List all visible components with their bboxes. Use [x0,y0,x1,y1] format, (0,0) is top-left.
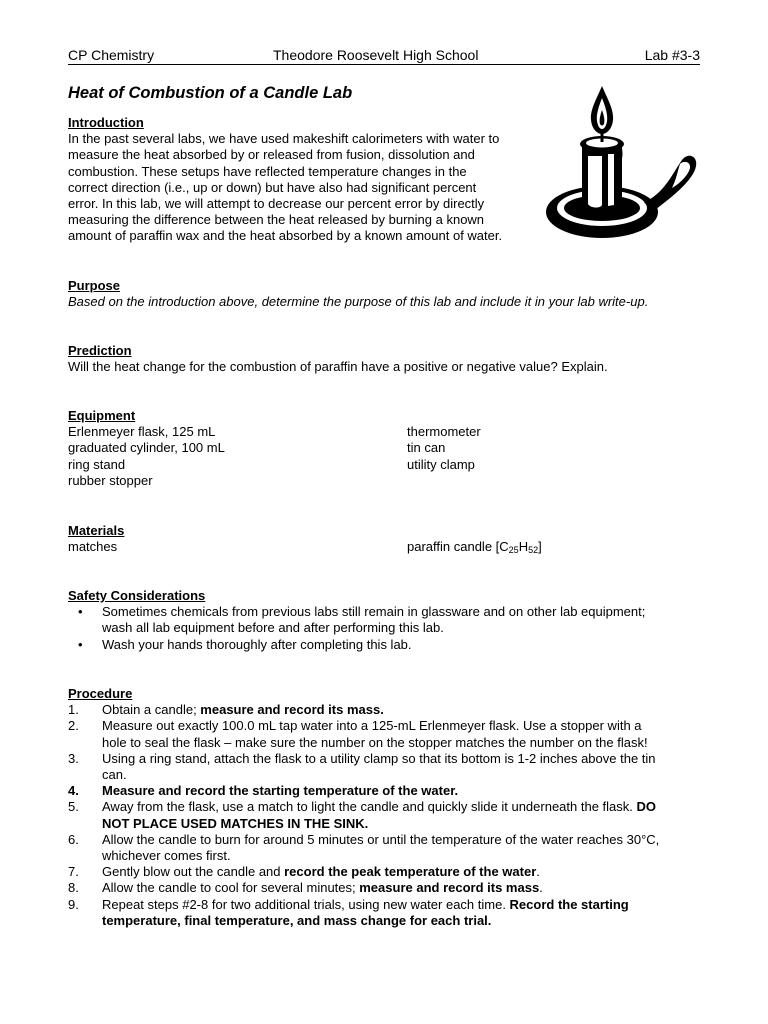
introduction-line: error. In this lab, we will attempt to decrease our percent error by directly [68,196,485,212]
course-name: CP Chemistry [68,47,155,63]
prediction-section [68,343,708,375]
equipment-item: ring stand [68,456,126,472]
safety-heading: Safety Considerations [68,588,206,603]
procedure-step: 9. Repeat steps #2-8 for two additional trials, using new water each time. Record the starting temperature, final temperature, and mass change for each trial. [68,896,629,928]
procedure-heading: Procedure [68,686,133,701]
safety-section [68,588,708,653]
procedure-step: 8. Allow the candle to cool for several minutes; measure and record its mass. [68,880,543,896]
introduction-line: In the past several labs, we have used makeshift calorimeters with water to [68,131,500,147]
material-item-formula: paraffin candle $[C_{25}H_{52}]$ [407,539,542,556]
purpose-text: Based on the introduction above, determine the purpose of this lab and include it in your lab write-up. [68,294,649,310]
equipment-item: utility clamp [407,456,475,472]
lab-number: Lab #3-3 [644,47,700,63]
materials-section [68,523,708,555]
procedure-step: 1. Obtain a candle; measure and record its mass. [68,702,384,718]
candle-illustration [544,84,702,250]
introduction-line: measuring the difference between the heat released by burning a known [68,212,485,228]
page-header [68,47,700,65]
procedure-step: 2. Measure out exactly 100.0 mL tap water into a 125-mL Erlenmeyer flask. Use a stopper with a hole to seal the flask – make sure the number on the stopper matches the number on the flask! [68,718,648,750]
introduction-section [68,115,538,245]
introduction-line: measure the heat absorbed by or released from fusion, dissolution and [68,147,475,163]
introduction-line: correct direction (i.e., up or down) but have also had significant percent [68,179,477,195]
procedure-step: 3. Using a ring stand, attach the flask to a utility clamp so that its bottom is 1-2 inches above the tin can. [68,750,656,783]
bullet-icon: • [78,636,83,652]
equipment-item: Erlenmeyer flask, 125 mL [68,424,216,440]
procedure-step: 7. Gently blow out the candle and record the peak temperature of the water. [68,864,540,880]
school-name: Theodore Roosevelt High School [273,47,479,63]
prediction-heading: Prediction [68,343,132,358]
materials-heading: Materials [68,523,125,538]
safety-item: • Wash your hands thoroughly after completing this lab. [78,636,412,652]
procedure-step: 6. Allow the candle to burn for around 5 minutes or until the temperature of the water reaches 30°C, whichever comes first. [68,831,660,864]
purpose-section [68,278,708,310]
equipment-item: thermometer [407,424,481,440]
equipment-item: tin can [407,440,446,456]
procedure-step: 4. Measure and record the starting temperature of the water. [68,783,459,799]
equipment-item: graduated cylinder, 100 mL [68,440,225,456]
introduction-heading: Introduction [68,115,144,130]
procedure-step: 5. Away from the flask, use a match to light the candle and quickly slide it underneath the flask. DO NOT PLACE USED MATCHES IN THE SINK. [68,799,656,831]
procedure-section [68,686,708,929]
safety-item: • Sometimes chemicals from previous labs still remain in glassware and on other lab equipment; wash all lab equipment before and after performing this lab. [78,604,646,636]
bullet-icon: • [78,604,83,620]
equipment-item: rubber stopper [68,472,153,488]
equipment-heading: Equipment [68,408,136,423]
prediction-text: Will the heat change for the combustion of paraffin have a positive or negative value? Explain. [68,359,608,375]
equipment-section [68,408,708,489]
page-title: Heat of Combustion of a Candle Lab [68,84,353,102]
introduction-line: combustion. These setups have reflected temperature changes in the [68,163,467,179]
purpose-heading: Purpose [68,278,121,293]
material-item: matches [68,539,118,555]
introduction-line: amount of paraffin wax and the heat absorbed by a known amount of water. [68,228,503,244]
